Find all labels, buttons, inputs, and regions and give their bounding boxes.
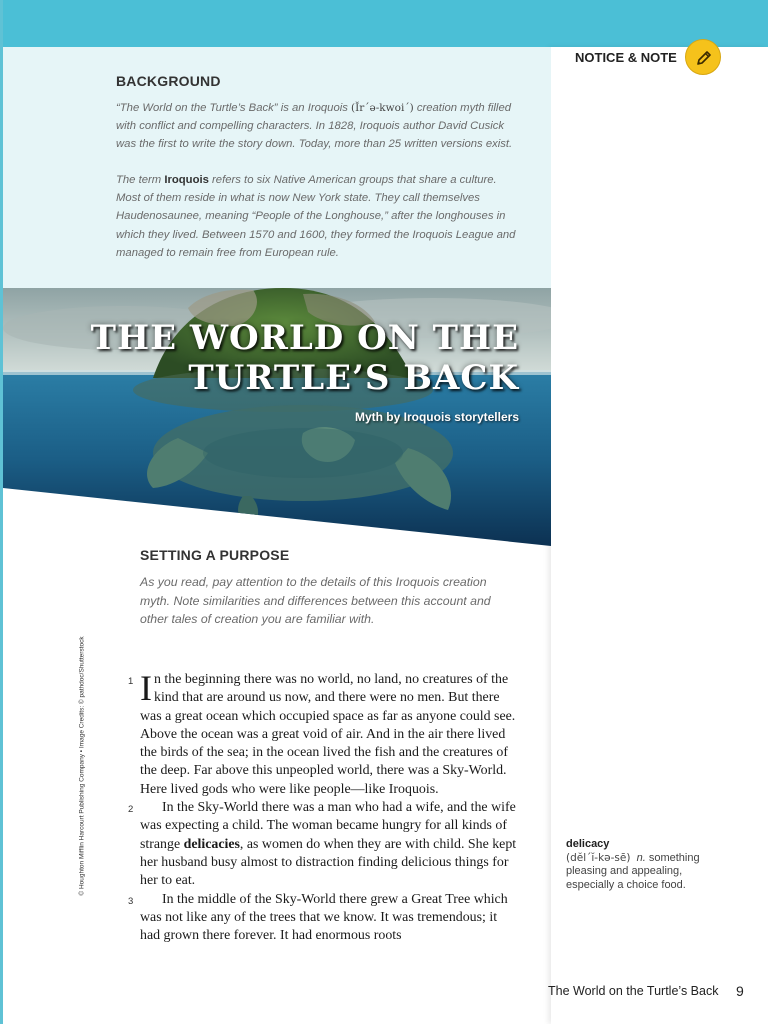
pencil-icon[interactable] <box>685 39 721 75</box>
paragraph-number: 1 <box>128 676 134 687</box>
image-credit: © Houghton Mifflin Harcourt Publishing Company • Image Credits: © pathdoc/Shutterstock <box>78 636 86 896</box>
story-subtitle: Myth by Iroquois storytellers <box>354 410 519 424</box>
vocabulary-note <box>566 838 716 892</box>
hero-banner <box>3 288 551 546</box>
setting-purpose-text: As you read, pay attention to the details of this Iroquois creation myth. Note similarities and differences between this account and other tales of creation you are familiar with. <box>140 575 491 626</box>
vocab-term-delicacies: delicacies <box>183 836 240 852</box>
background-paragraph-1: “The World on the Turtle’s Back” is an Iroquois (Ĭr΄ə-kwoi΄) creation myth filled with conflict and compelling characters. In 1828, Iroquois author David Cusick was the first to write the story down. Today, more than 25 written versions exist. <box>116 102 513 151</box>
story-paragraph-1: 1 I n the beginning there was no world, no land, no creatures of the kind that are around us now, and there were no men. But there was a great ocean which occupied space as far as anyone could see. Above the ocean was a great void of air. And in the air there lived the birds of the sea; in the ocean lived the fish and the creatures of the deep. Far above this unpeopled world, there was a Sky-World. Here lived gods who were like people—like Iroquois. <box>128 668 516 797</box>
background-heading: BACKGROUND <box>116 73 221 89</box>
iroquois-term: Iroquois <box>164 174 209 186</box>
page-number: 9 <box>736 983 744 999</box>
setting-purpose-heading: SETTING A PURPOSE <box>140 547 290 563</box>
story-paragraph-2: 2 In the Sky-World there was a man who had a wife, and the wife was expecting a child. The woman became hungry for all kinds of strange delicacies, as women do when they are with child. She kept her husband busy almost to distraction finding delicious things for her to eat. <box>128 800 517 889</box>
story-title: THE WORLD ON THE TURTLE’S BACK <box>90 318 519 398</box>
vocab-part-of-speech: n. <box>636 851 646 864</box>
footer-title: The World on the Turtle’s Back <box>548 984 719 998</box>
vocab-definition: something pleasing and appealing, especially a choice food. <box>566 851 700 891</box>
pencil-glyph <box>694 48 714 68</box>
paragraph-number: 3 <box>128 895 134 907</box>
top-color-bar <box>0 0 768 47</box>
story-body <box>128 668 520 945</box>
background-paragraph-2: The term Iroquois refers to six Native American groups that share a culture. Most of them reside in what is now New York state. They call themselves Haudenosaunee, meaning “People of the Longhouse,” after the longhouses in which they lived. Between 1570 and 1600, they formed the Iroquois League and managed to remain free from European rule. <box>116 174 516 259</box>
vocab-word: delicacy <box>566 838 610 850</box>
vocab-pronunciation: (dĕl΄ĭ-kə-sē) <box>566 851 631 864</box>
notice-note-label: NOTICE & NOTE <box>575 50 677 65</box>
drop-cap: I <box>140 668 152 708</box>
paragraph-number: 2 <box>128 804 134 816</box>
pronunciation: (Ĭr΄ə-kwoi΄) <box>351 102 414 114</box>
story-paragraph-3: 3 In the middle of the Sky-World there grew a Great Tree which was not like any of the trees that we know. It was tremendous; it had grown there forever. It had enormous roots <box>128 891 508 944</box>
